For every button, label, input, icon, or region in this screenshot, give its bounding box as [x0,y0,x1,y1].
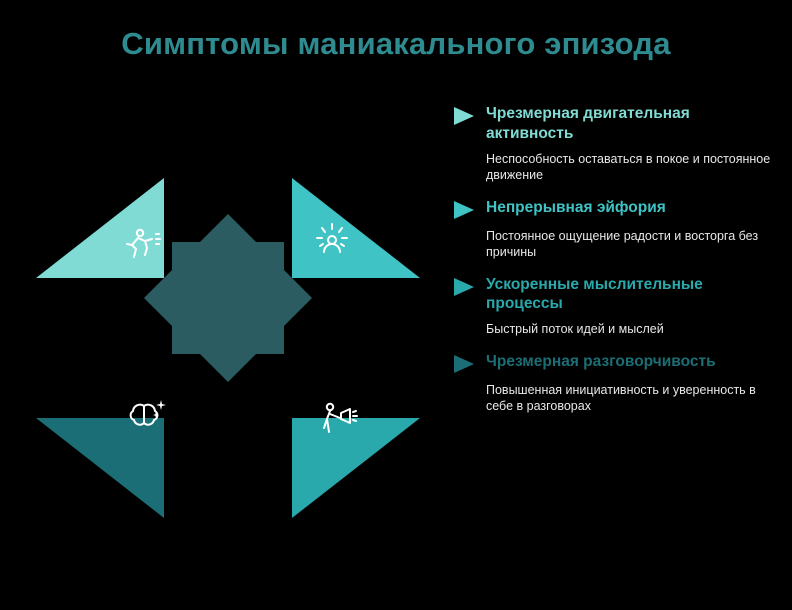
legend-title: Чрезмерная двигательная активность [486,105,690,142]
symptom-diagram [28,150,428,570]
legend-description: Быстрый поток идей и мыслей [486,322,664,337]
arrow-right-icon [452,353,476,375]
legend-item-4 [452,352,772,415]
page-title: Симптомы маниакального эпизода [121,26,671,61]
wedge-top-left [36,178,164,278]
legend [452,104,772,429]
legend-description: Неспособность оставаться в покое и постоянное движение [486,151,771,183]
legend-item-1 [452,104,772,184]
wedge-top-right [292,178,420,278]
legend-title: Ускоренные мыслительные процессы [486,275,703,313]
legend-title: Чрезмерная разговорчивость [486,352,716,370]
arrow-right-icon [452,276,476,298]
wedge-bottom-left [36,400,166,518]
legend-title: Непрерывная эйфория [486,198,666,216]
legend-item-2 [452,198,772,261]
legend-item-3 [452,275,772,338]
legend-description: Повышенная инициативность и уверенность в себе в разговорах [486,382,756,414]
center-cross-shape [144,214,312,382]
arrow-right-icon [452,105,476,127]
legend-description: Постоянное ощущение радости и восторга без причины [486,228,759,260]
arrow-right-icon [452,199,476,221]
wedge-bottom-right [292,404,420,518]
